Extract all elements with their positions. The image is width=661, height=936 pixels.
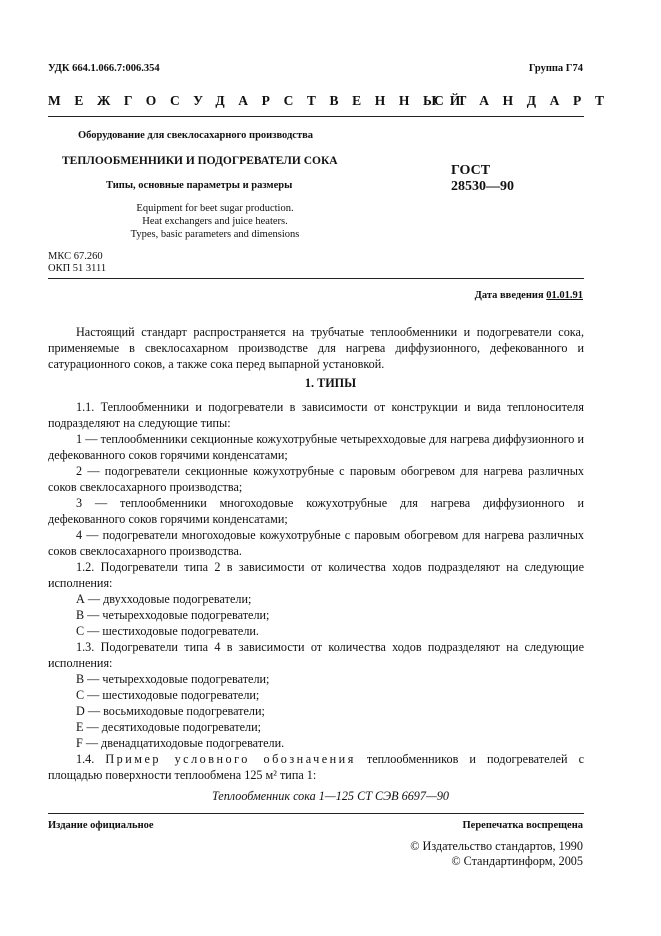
type-item: 4 — подогреватели многоходовые кожухотрубные с паровым обогревом для нагрева различных соков свеклосахарного производства. [48, 528, 584, 558]
udk-code: УДК 664.1.066.7:006.354 [48, 63, 160, 74]
category-line: Оборудование для свеклосахарного производства [78, 130, 314, 141]
variant-item: Е — десятиходовые подогреватели; [76, 720, 262, 734]
okp-code: ОКП 51 3111 [48, 263, 107, 274]
group-code: Группа Г74 [528, 63, 583, 74]
type-item: 3 — теплообменники многоходовые кожухотрубные для нагрева диффузионного и дефекованного соков горячими конденсатами; [48, 496, 584, 526]
paragraph-1-3: 1.3. Подогреватели типа 4 в зависимости от количества ходов подразделяют на следующие исполнения: [48, 640, 584, 670]
effective-date [475, 290, 583, 301]
variant-item: А — двухходовые подогреватели; [76, 592, 252, 606]
classifier-codes [48, 251, 106, 275]
type-item: 1 — теплообменники секционные кожухотрубные четырехходовые для нагрева диффузионного и дефекованного соков горячими конденсатами; [48, 432, 584, 462]
edition-note: Издание официальное [48, 820, 154, 831]
designation-example: Теплообменник сока 1—125 СТ СЭВ 6697—90 [211, 789, 450, 803]
gost-number: 28530—90 [451, 179, 514, 194]
english-line: Heat exchangers and juice heaters. [142, 216, 288, 227]
date-value: 01.01.91 [546, 290, 583, 301]
banner-left: МЕЖГОСУДАРСТВЕННЫЙ [48, 93, 474, 108]
title-divider [48, 278, 584, 279]
variant-item: С — шестиходовые подогреватели; [76, 688, 260, 702]
subtitle: Типы, основные параметры и размеры [106, 180, 293, 191]
reprint-note: Перепечатка воспрещена [462, 820, 583, 831]
paragraph-number: 1.4. [76, 752, 95, 766]
variant-item: F — двенадцатиходовые подогреватели. [76, 736, 285, 750]
copyright-block [410, 839, 583, 869]
paragraph-1-1: 1.1. Теплообменники и подогреватели в зависимости от конструкции и вида теплоносителя подразделяют на следующие типы: [48, 400, 584, 430]
variant-item: С — шестиходовые подогреватели. [76, 624, 259, 638]
section-heading: 1. ТИПЫ [304, 376, 357, 390]
header-divider [48, 116, 584, 117]
variant-item: В — четырехходовые подогреватели; [76, 608, 270, 622]
banner-right: СТАНДАРТ [434, 93, 618, 108]
gost-label: ГОСТ [451, 163, 491, 178]
copyright-line: © Стандартинформ, 2005 [451, 854, 583, 868]
english-title [100, 202, 330, 241]
copyright-line: © Издательство стандартов, 1990 [410, 839, 583, 853]
example-caption: Пример условного обозначения [105, 752, 356, 766]
date-label: Дата введения [474, 290, 544, 301]
paragraph-1-4 [48, 751, 584, 783]
variant-item: В — четырехходовые подогреватели; [76, 672, 270, 686]
mks-code: МКС 67.260 [48, 251, 103, 262]
page-title: ТЕПЛООБМЕННИКИ И ПОДОГРЕВАТЕЛИ СОКА [62, 155, 338, 167]
paragraph-text: теплообменников и подогревателей с площадью поверхности теплообмена 125 м² типа 1: [48, 752, 584, 782]
type-item: 2 — подогреватели секционные кожухотрубные с паровым обогревом для нагрева различных соков свеклосахарного производства; [48, 464, 584, 494]
footer-divider [48, 813, 584, 814]
paragraph-1-2: 1.2. Подогреватели типа 2 в зависимости от количества ходов подразделяют на следующие исполнения: [48, 560, 584, 590]
english-line: Types, basic parameters and dimensions [130, 229, 300, 240]
variant-item: D — восьмиходовые подогреватели; [76, 704, 265, 718]
english-line: Equipment for beet sugar production. [136, 203, 294, 214]
intro-paragraph: Настоящий стандарт распространяется на трубчатые теплообменники и подогреватели сока, применяемые в свеклосахарном производстве для нагрева диффузионного, дефекованного и сатурационного соков, а также сока перед выпарной установкой. [48, 325, 584, 371]
